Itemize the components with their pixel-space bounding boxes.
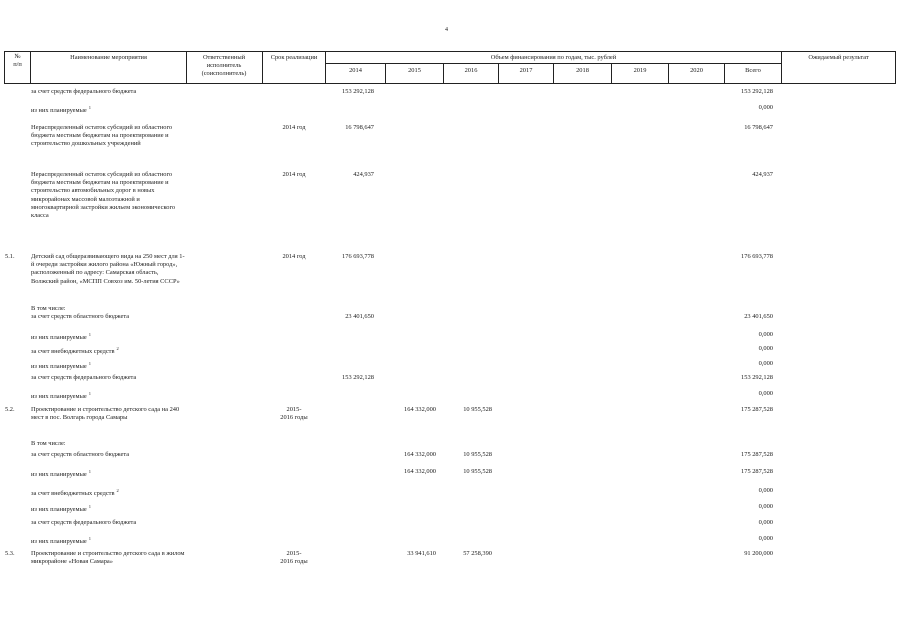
header-name: Наименование мероприятия: [70, 54, 147, 61]
cell-2015: 164 332,000: [404, 468, 436, 475]
cell-2014: 16 798,647: [345, 124, 374, 131]
footnote-marker: 1: [88, 332, 91, 337]
cell-total: 175 287,528: [741, 451, 773, 458]
row-name: В том числе:: [31, 305, 66, 312]
cell-total: 91 200,000: [744, 550, 773, 557]
header-expected: Ожидаемый результат: [808, 54, 869, 61]
cell-2014: 424,937: [353, 171, 374, 178]
cell-2016: 10 955,528: [463, 406, 492, 413]
cell-2015: 33 941,610: [407, 550, 436, 557]
cell-total: 153 292,128: [741, 374, 773, 381]
cell-total: 175 287,528: [741, 468, 773, 475]
row-number: 5.2.: [5, 406, 15, 413]
header-year-2015: 2015: [408, 67, 421, 74]
header-year-total: Всего: [745, 67, 761, 74]
cell-2015: 164 332,000: [404, 406, 436, 413]
footnote-marker: 1: [88, 504, 91, 509]
row-term: 2015- 2016 годы: [280, 406, 308, 422]
row-number: 5.1.: [5, 253, 15, 260]
row-name: Нераспределенный остаток субсидий из областного бюджета местным бюджетам на проектирование и строительство автомобильных дорог в новых микрорайонах массовой малоэтажной и многоквартирной застройки жильем экономического класса: [31, 171, 176, 220]
page-number: 4: [445, 27, 448, 33]
footnote-marker: 1: [88, 391, 91, 396]
footnote-marker: 2: [116, 346, 119, 351]
row-name: Проектирование и строительство детского сада в жилом микрорайоне «Новая Самара»: [31, 550, 185, 566]
row-number: 5.3.: [5, 550, 15, 557]
row-name: из них планируемые $^1$: [31, 105, 91, 115]
row-name: Нераспределенный остаток субсидий из областного бюджета местным бюджетам на проектирование и строительство дошкольных учреждений: [31, 124, 173, 148]
cell-total: 176 693,778: [741, 253, 773, 260]
cell-total: 0,000: [758, 519, 773, 526]
cell-total: 0,000: [758, 487, 773, 494]
cell-total: 424,937: [752, 171, 773, 178]
cell-total: 23 401,650: [744, 313, 773, 320]
row-name: Детский сад общеразвивающего вида на 250 мест для 1-й очереди застройки жилого района «Южный город», расположенный по адресу: Самарская область, Волжский район, «МСПП Совхоз им. 50-летия СССР»: [31, 253, 185, 285]
cell-total: 0,000: [758, 360, 773, 367]
cell-total: 0,000: [758, 503, 773, 510]
cell-total: 0,000: [758, 535, 773, 542]
cell-2014: 176 693,778: [342, 253, 374, 260]
table-top-border: [4, 51, 896, 52]
row-name: за счет средств федерального бюджета: [31, 519, 137, 526]
cell-total: 0,000: [758, 390, 773, 397]
cell-total: 0,000: [758, 331, 773, 338]
row-name: Проектирование и строительство детского сада на 240 мест в пос. Волгарь города Самары: [31, 406, 180, 422]
header-year-2017: 2017: [519, 67, 533, 74]
footnote-marker: 1: [88, 105, 91, 110]
row-name: из них планируемые $^1$: [31, 504, 91, 514]
header-term: Срок реализации: [270, 54, 318, 61]
cell-2014: 153 292,128: [342, 88, 374, 95]
footnote-marker: 1: [88, 361, 91, 366]
cell-2015: 164 332,000: [404, 451, 436, 458]
row-name: В том числе:: [31, 440, 66, 447]
row-name: за счет средств федерального бюджета: [31, 374, 137, 381]
row-name: из них планируемые $^1$: [31, 361, 91, 371]
table-header-bottom-border: [4, 83, 896, 84]
row-name: за счет средств областного бюджета: [31, 451, 130, 458]
header-year-2020: 2020: [690, 67, 703, 74]
header-year-2014: 2014: [349, 67, 362, 74]
col-line-name: [186, 51, 187, 84]
row-term: 2015- 2016 годы: [280, 550, 308, 566]
cell-total: 0,000: [758, 104, 773, 111]
header-year-2019: 2019: [633, 67, 647, 74]
row-term: 2014 год: [282, 171, 306, 178]
cell-total: 175 287,528: [741, 406, 773, 413]
footnote-marker: 1: [88, 536, 91, 541]
row-name: из них планируемые $^1$: [31, 332, 91, 342]
row-name: из них планируемые $^1$: [31, 536, 91, 546]
header-num: № п/п: [13, 53, 22, 69]
row-name: за счет внебюджетных средств $^2$: [31, 346, 119, 356]
cell-2014: 23 401,650: [345, 313, 374, 320]
header-year-2018: 2018: [576, 67, 589, 74]
row-name: из них планируемые $^1$: [31, 469, 91, 479]
header-resp: Ответственный исполнитель (соисполнитель): [201, 54, 247, 78]
header-year-2016: 2016: [464, 67, 478, 74]
row-term: 2014 год: [282, 253, 306, 260]
cell-2014: 153 292,128: [342, 374, 374, 381]
cell-2016: 10 955,528: [463, 451, 492, 458]
row-term: 2014 год: [282, 124, 306, 131]
cell-total: 153 292,128: [741, 88, 773, 95]
footnote-marker: 1: [88, 469, 91, 474]
cell-2016: 57 258,390: [463, 550, 492, 557]
row-name: из них планируемые $^1$: [31, 391, 91, 401]
row-name: за счет средств областного бюджета: [31, 313, 130, 320]
header-volume: Объем финансирования по годам, тыс. рублей: [490, 54, 617, 61]
cell-total: 0,000: [758, 345, 773, 352]
cell-2016: 10 955,528: [463, 468, 492, 475]
cell-total: 16 798,647: [744, 124, 773, 131]
row-name: за счет средств федерального бюджета: [31, 88, 137, 95]
footnote-marker: 2: [116, 488, 119, 493]
row-name: за счет внебюджетных средств $^2$: [31, 488, 119, 498]
col-line-right: [895, 51, 896, 84]
